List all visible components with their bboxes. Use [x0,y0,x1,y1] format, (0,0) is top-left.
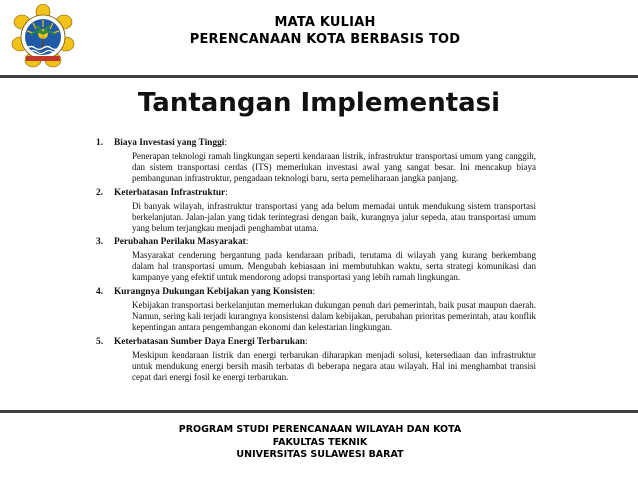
item-description: Masyarakat cenderung bergantung pada kendaraan pribadi, terutama di wilayah yang kurang berkembang dalam hal transportasi umum. Mengubah kebiasaan ini membutuhkan waktu, serta strategi komunikasi dan kampanye yang efektif untuk mendorong adopsi transportasi yang lebih ramah lingkungan. [132,250,536,283]
list-item [96,137,536,184]
program-name: PROGRAM STUDI PERENCANAAN WILAYAH DAN KOTA [178,424,462,435]
item-description: Di banyak wilayah, infrastruktur transportasi yang ada belum memadai untuk mendukung sistem transportasi berkelanjutan. Jalan-jalan yang tidak terintegrasi dengan baik, kurangnya jalur sepeda, atau transportasi umum yang belum terjangkau menjadi penghambat utama. [132,200,536,233]
item-title: Kurangnya Dukungan Kebijakan yang Konsisten [114,287,313,298]
item-number: 4. [96,287,104,298]
slide-title: Tantangan Implementasi [137,88,501,118]
item-title: Perubahan Perilaku Masyarakat [114,237,246,248]
item-number: 1. [96,138,104,148]
item-heading: 3. Perubahan Perilaku Masyarakat: [96,237,249,248]
item-heading: 4. Kurangnya Dukungan Kebijakan yang Konsisten: [96,287,316,298]
challenge-list [96,137,536,386]
item-title: Keterbatasan Infrastruktur [114,187,226,198]
institution-footer [150,424,490,462]
item-number: 3. [96,237,104,248]
list-item [96,187,536,234]
item-heading: 1. Biaya Investasi yang Tinggi: [96,138,227,148]
item-title: Keterbatasan Sumber Daya Energi Terbarukan [114,336,305,347]
course-name: PERENCANAAN KOTA BERBASIS TOD [189,32,461,47]
faculty-name: FAKULTAS TEKNIK [272,436,368,448]
list-item [96,286,536,333]
course-label: MATA KULIAH [274,15,376,30]
top-divider [0,75,638,78]
list-item [96,336,536,383]
item-heading: 2. Keterbatasan Infrastruktur: [96,187,228,198]
item-heading: 5. Keterbatasan Sumber Daya Energi Terbarukan: [96,336,308,347]
bottom-divider [0,410,638,413]
item-description: Penerapan teknologi ramah lingkungan seperti kendaraan listrik, infrastruktur transportasi umum yang canggih, dan sistem transportasi cerdas (ITS) memerlukan investasi awal yang sangat besar. Ini mencakup biaya pembangunan infrastruktur, pengadaan teknologi baru, serta pemeliharaan jangka panjang. [132,151,536,183]
item-description: Meskipun kendaraan listrik dan energi terbarukan diharapkan menjadi solusi, ketersediaan dan infrastruktur untuk mendukung energi bersih masih terbatas di beberapa negara atau wilayah. Hal ini menghambat transisi cepat dari energi fosil ke energi terbarukan. [132,349,536,382]
university-name: UNIVERSITAS SULAWESI BARAT [236,449,404,460]
item-description: Kebijakan transportasi berkelanjutan memerlukan dukungan penuh dari pemerintah, baik pusat maupun daerah. Namun, sering kali terjadi kurangnya konsistensi dalam kebijakan, perubahan prioritas pemerintah, atau konflik kepentingan antara pengembangan ekonomi dan kelestarian lingkungan. [132,300,536,332]
course-header [160,14,490,48]
item-number: 2. [96,187,104,198]
university-logo-icon [8,4,78,68]
item-number: 5. [96,336,104,347]
item-title: Biaya Investasi yang Tinggi [114,138,225,148]
list-item [96,236,536,283]
